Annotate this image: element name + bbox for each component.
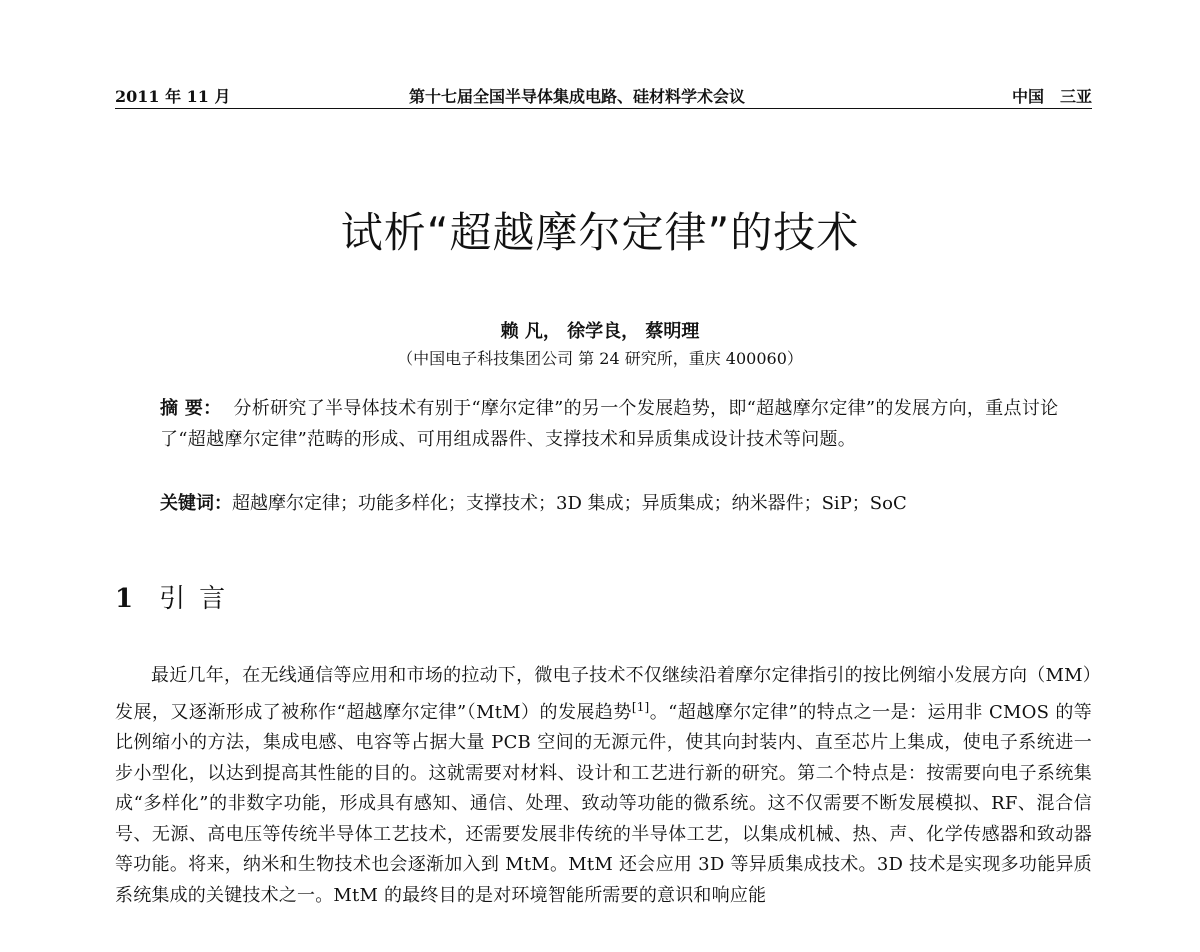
paragraph	[115, 661, 1092, 911]
header-rule	[115, 108, 1092, 109]
running-header	[115, 84, 1092, 108]
body-text	[115, 661, 1092, 911]
keywords	[160, 488, 1065, 519]
affiliation: （中国电子科技集团公司 第 24 研究所，重庆 400060）	[397, 349, 803, 368]
authors: 赖 凡， 徐学良， 蔡明理	[500, 321, 700, 342]
keywords-text: 超越摩尔定律；功能多样化；支撑技术；3D 集成；异质集成；纳米器件；SiP；SoC	[232, 493, 907, 514]
header-location: 中国 三亚	[1011, 87, 1092, 106]
keywords-label: 关键词：	[160, 493, 232, 514]
section-number: 1	[115, 584, 134, 614]
section-title: 引言	[159, 584, 240, 614]
abstract-text: 分析研究了半导体技术有别于“摩尔定律”的另一个发展趋势，即“超越摩尔定律”的发展方向，重点讨论了“超越摩尔定律”范畴的形成、可用组成器件、支撑技术和异质集成设计技术等问题。	[160, 398, 1059, 450]
paper-title: 试析“超越摩尔定律”的技术	[340, 208, 860, 257]
header-date: 2011 年 11 月	[115, 87, 231, 106]
paragraph-text-1: 最近几年，在无线通信等应用和市场的拉动下，微电子技术不仅继续沿着摩尔定律指引的按比例缩小发展方向（MM）发展，又逐渐形成了被称作“超越摩尔定律”（MtM）的发展趋势	[115, 665, 1092, 723]
header-conference: 第十七届全国半导体集成电路、硅材料学术会议	[409, 87, 746, 106]
citation: [1]	[631, 699, 650, 714]
section-heading	[115, 578, 239, 615]
abstract	[160, 393, 1065, 455]
paragraph-text-2: 。“超越摩尔定律”的特点之一是：运用非 CMOS 的等比例缩小的方法，集成电感、电容等占据大量 PCB 空间的无源元件，使其向封装内、直至芯片上集成，使电子系统进一步小型化，以达到提高其性能的目的。这就需要对材料、设计和工艺进行新的研究。第二个特点是：按需要向电子系统集成“多样化”的非数字功能，形成具有感知、通信、处理、致动等功能的微系统。这不仅需要不断发展模拟、RF、混合信号、无源、高电压等传统半导体工艺技术，还需要发展非传统的半导体工艺，以集成机械、热、声、化学传感器和致动器等功能。将来，纳米和生物技术也会逐渐加入到 MtM。MtM 还会应用 3D 等异质集成技术。3D 技术是实现多功能异质系统集成的关键技术之一。MtM 的最终目的是对环境智能所需要的意识和响应能	[115, 701, 1092, 906]
abstract-label: 摘 要：	[160, 398, 222, 419]
